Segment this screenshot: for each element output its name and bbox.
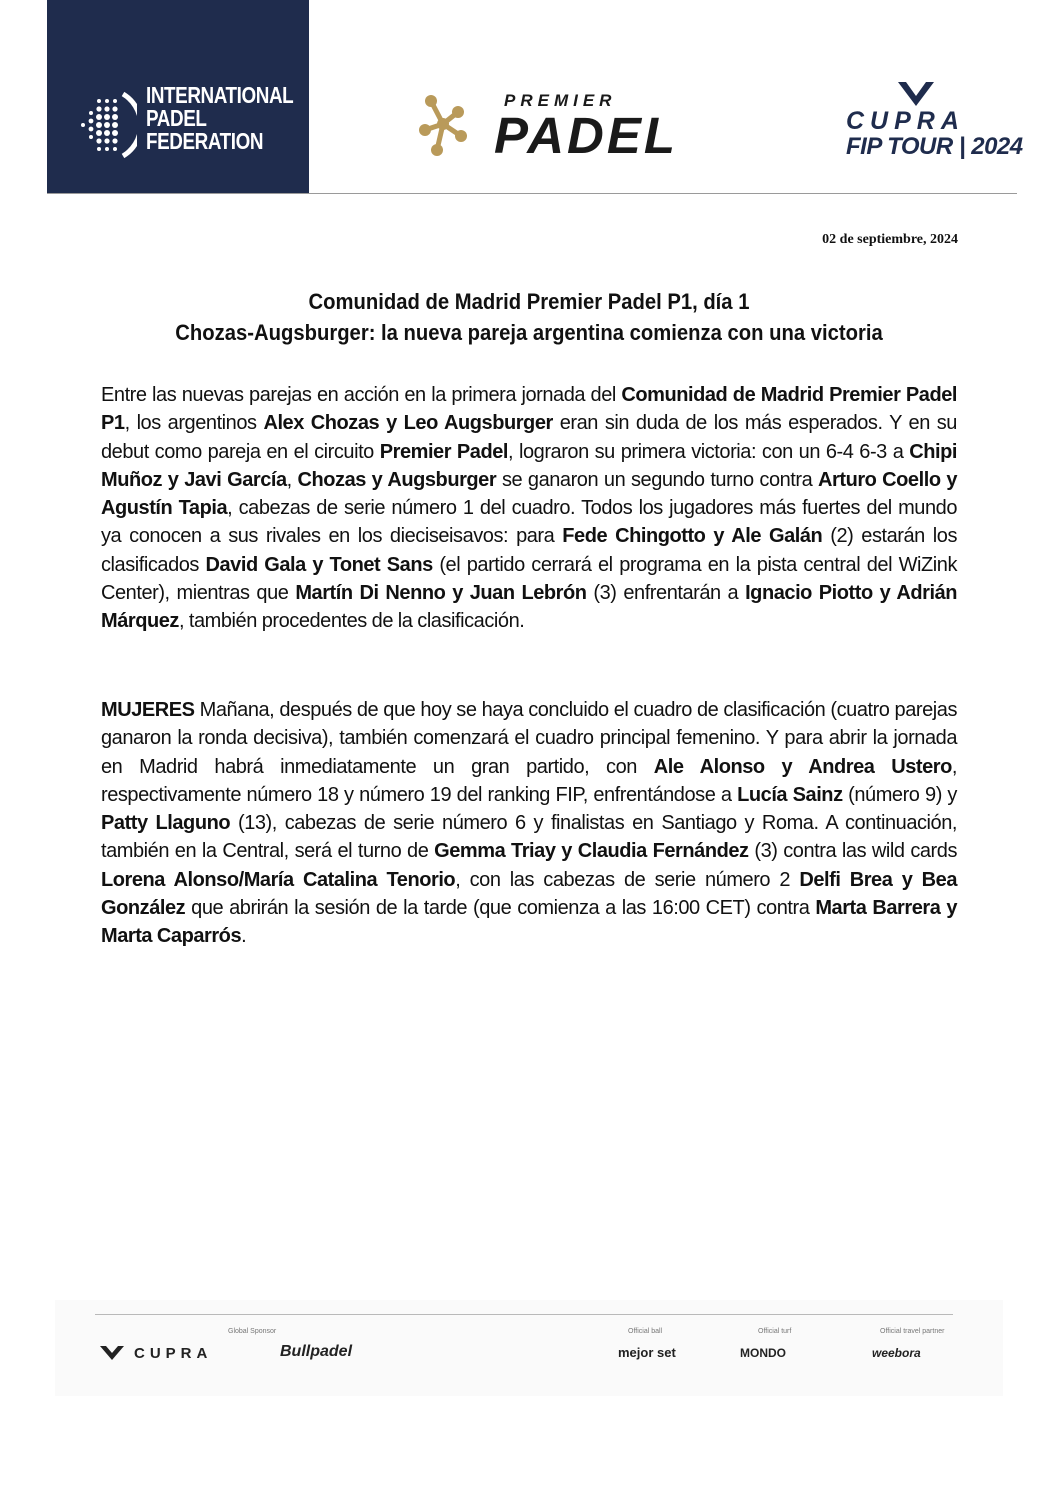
p2-bold: Lorena Alonso/María Catalina Tenorio: [101, 868, 456, 891]
p2-text: (número 9) y: [842, 783, 957, 806]
weebora-logo: weebora: [872, 1346, 921, 1360]
p1-text: , también procedentes de la clasificación.: [178, 610, 525, 633]
p1-text: (el partido cerrará el programa en la pista central del WiZink Center), mientras que: [101, 553, 958, 605]
p1-text: ,: [286, 468, 298, 491]
ipf-line-2: PADEL: [146, 105, 207, 131]
p2-bold: Delfi Brea y Bea González: [101, 868, 957, 920]
caption-travel-partner: Official travel partner: [880, 1328, 945, 1335]
p2-bold: Lucía Sainz: [737, 783, 843, 806]
release-date: 02 de septiembre, 2024: [822, 232, 958, 247]
p1-text: , cabezas de serie número 1 del cuadro. Todos los jugadores más fuertes del mundo ya conocen a sus rivales en los dieciseisavos: para: [101, 497, 958, 548]
title-line-1: Comunidad de Madrid Premier Padel P1, día 1: [308, 289, 750, 314]
ipf-line-1: INTERNATIONAL: [146, 82, 294, 108]
caption-official-turf: Official turf: [758, 1328, 792, 1335]
p2-text: (13), cabezas de serie número 6 y finalistas en Santiago y Roma. A continuación, también en la Central, será el turno de: [101, 812, 957, 863]
padel-label: PADEL: [494, 107, 679, 164]
p1-text: , los argentinos: [124, 412, 264, 435]
p2-text: que abrirán la sesión de la tarde (que comienza a las 16:00 CET) contra: [185, 897, 816, 920]
p1-bold: Comunidad de Madrid Premier Padel P1: [101, 384, 958, 435]
press-release-title: [135, 286, 923, 348]
p1-bold: Fede Chingotto y Ale Galán: [562, 525, 823, 548]
p1-bold: David Gala y Tonet Sans: [205, 553, 433, 576]
p1-text: (2) estarán los clasificados: [101, 525, 958, 576]
p1-bold: Ignacio Piotto y Adrián Márquez: [101, 582, 958, 633]
paragraph-men: [101, 381, 957, 636]
premier-padel-flower-icon: [417, 92, 469, 156]
caption-global-sponsor: Global Sponsor: [228, 1328, 277, 1335]
bullpadel-logo: Bullpadel: [280, 1343, 353, 1360]
p2-bold: Ale Alonso y Andrea Ustero: [653, 755, 952, 778]
p2-bold: Gemma Triay y Claudia Fernández: [434, 840, 749, 863]
p1-text: eran sin duda de los más esperados. Y en su debut como pareja en el circuito: [101, 412, 957, 463]
p2-text: , respectivamente número 18 y número 19 del ranking FIP, enfrentándose a: [101, 755, 957, 806]
p2-text: .: [241, 925, 247, 948]
p1-bold: Alex Chozas y Leo Augsburger: [263, 412, 553, 435]
p2-text: (3) contra las wild cards: [748, 840, 957, 863]
p1-text: , lograron su primera victoria: con un 6-4 6-3 a: [508, 440, 910, 463]
title-line-2: Chozas-Augsburger: la nueva pareja argentina comienza con una victoria: [175, 320, 883, 345]
p1-text: se ganaron un segundo turno contra: [496, 468, 819, 491]
ipf-header-block: [47, 0, 309, 194]
p1-bold: Chipi Muñoz y Javi García: [101, 440, 957, 491]
paragraph-women: [101, 696, 957, 951]
caption-official-ball: Official ball: [628, 1328, 663, 1335]
p1-bold: Arturo Coello y Agustín Tapia: [101, 468, 958, 520]
cupra-triangle-icon: [896, 80, 936, 108]
mejor-set-logo: mejor set: [618, 1345, 676, 1360]
p2-text: , con las cabezas de serie número 2: [455, 868, 800, 891]
p1-bold: Premier Padel: [379, 440, 509, 463]
p2-bold: MUJERES: [101, 699, 195, 721]
header-divider: [47, 193, 1017, 194]
mondo-logo: MONDO: [740, 1346, 786, 1360]
p2-bold: Patty Llaguno: [101, 812, 231, 835]
footer-divider: [95, 1314, 953, 1315]
p1-text: (3) enfrentarán a: [586, 582, 746, 605]
fip-tour-label: FIP TOUR | 2024: [846, 133, 1023, 160]
p2-bold: Marta Barrera y Marta Caparrós: [101, 897, 957, 948]
cupra-footer-logo: CUPRA: [134, 1345, 213, 1362]
premier-label: PREMIER: [504, 91, 617, 110]
p1-text: Entre las nuevas parejas en acción en la primera jornada del: [101, 384, 622, 406]
p1-bold: Martín Di Nenno y Juan Lebrón: [295, 582, 587, 605]
p1-bold: Chozas y Augsburger: [297, 468, 497, 491]
cupra-footer-icon: [99, 1345, 125, 1361]
ipf-line-3: FEDERATION: [146, 128, 264, 154]
cupra-wordmark: CUPRA: [846, 107, 965, 135]
p2-text: Mañana, después de que hoy se haya concluido el cuadro de clasificación (cuatro parejas ganaron la ronda decisiva), también comenzará el cuadro principal femenino. Y para abrir la jornada en Madrid habrá inmediatamente un gran partido, con: [101, 699, 957, 778]
ipf-ball-icon: [77, 86, 137, 164]
ipf-wordmark: [146, 84, 293, 153]
